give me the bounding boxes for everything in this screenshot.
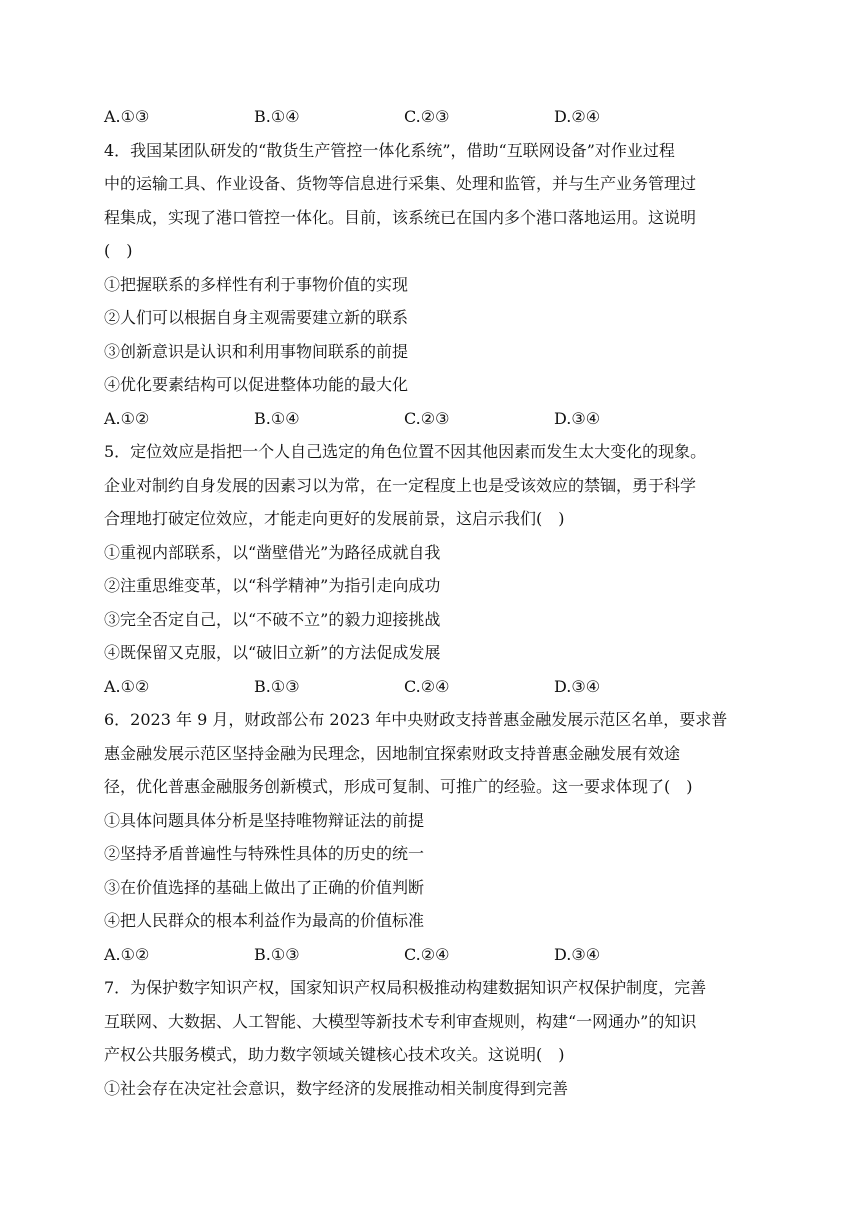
question-7 <box>104 971 754 1105</box>
q5-item: ④既保留又克服，以“破旧立新”的方法促成发展 <box>104 643 441 662</box>
q5-option-a: A.①② <box>104 676 150 696</box>
q7-item: ①社会存在决定社会意识，数字经济的发展推动相关制度得到完善 <box>104 1078 569 1098</box>
q6-item: ④把人民群众的根本利益作为最高的价值标准 <box>104 911 425 930</box>
q5-stem-line: 5．定位效应是指把一个人自己选定的角色位置不因其他因素而发生太大变化的现象。 <box>104 442 707 461</box>
q4-stem-line: 中的运输工具、作业设备、货物等信息进行采集、处理和监管，并与生产业务管理过 <box>104 174 697 193</box>
q6-item: ②坚持矛盾普遍性与特殊性具体的历史的统一 <box>104 844 425 863</box>
q4-option-b: B.①④ <box>254 408 300 428</box>
q6-option-d: D.③④ <box>554 944 601 964</box>
q7-stem-line: 互联网、大数据、人工智能、大模型等新技术专利审查规则，构建“一网通办”的知识 <box>104 1011 697 1031</box>
question-5 <box>104 435 754 703</box>
q6-option-b: B.①③ <box>254 944 300 964</box>
exam-page <box>104 100 754 1105</box>
q4-item: ①把握联系的多样性有利于事物价值的实现 <box>104 274 409 294</box>
q6-stem-line: 径，优化普惠金融服务创新模式，形成可复制、可推广的经验。这一要求体现了( ) <box>104 777 693 796</box>
q7-stem-line: 产权公共服务模式，助力数字领域关键核心技术攻关。这说明( ) <box>104 1045 565 1064</box>
q4-stem-line: 4．我国某团队研发的“散货生产管控一体化系统”，借助“互联网设备”对作业过程 <box>104 140 675 160</box>
q6-item: ①具体问题具体分析是坚持唯物辩证法的前提 <box>104 810 425 830</box>
q6-option-c: C.②④ <box>404 944 450 964</box>
q5-item: ③完全否定自己，以“不破不立”的毅力迎接挑战 <box>104 609 441 629</box>
q3-options <box>104 100 754 134</box>
q5-options <box>104 670 754 704</box>
q6-options <box>104 938 754 972</box>
q5-option-b: B.①③ <box>254 676 300 696</box>
q4-stem-line: ( ) <box>104 241 133 260</box>
q4-option-a: A.①② <box>104 408 150 428</box>
q3-option-a: A.①③ <box>104 107 150 126</box>
q3-option-c: C.②③ <box>404 107 450 126</box>
question-6 <box>104 703 754 971</box>
q5-item: ①重视内部联系，以“凿壁借光”为路径成就自我 <box>104 542 441 562</box>
q4-option-d: D.③④ <box>554 408 601 428</box>
q5-stem-line: 合理地打破定位效应，才能走向更好的发展前景，这启示我们( ) <box>104 509 565 528</box>
q4-item: ③创新意识是认识和利用事物间联系的前提 <box>104 341 409 361</box>
q6-option-a: A.①② <box>104 944 150 964</box>
q5-option-c: C.②④ <box>404 676 450 696</box>
q4-option-c: C.②③ <box>404 408 450 428</box>
q3-option-b: B.①④ <box>254 107 300 126</box>
q5-stem-line: 企业对制约自身发展的因素习以为常，在一定程度上也是受该效应的禁锢，勇于科学 <box>104 475 697 495</box>
q4-item: ④优化要素结构可以促进整体功能的最大化 <box>104 375 409 394</box>
q6-stem-line: 6．2023 年 9 月，财政部公布 2023 年中央财政支持普惠金融发展示范区名单，要求普 <box>104 710 728 729</box>
q6-item: ③在价值选择的基础上做出了正确的价值判断 <box>104 877 425 897</box>
q5-item: ②注重思维变革，以“科学精神”为指引走向成功 <box>104 576 441 595</box>
question-4 <box>104 134 754 436</box>
q4-item: ②人们可以根据自身主观需要建立新的联系 <box>104 308 409 327</box>
q6-stem-line: 惠金融发展示范区坚持金融为民理念，因地制宜探索财政支持普惠金融发展有效途 <box>104 743 681 763</box>
q4-stem-line: 程集成，实现了港口管控一体化。目前，该系统已在国内多个港口落地运用。这说明 <box>104 207 697 227</box>
q7-stem-line: 7．为保护数字知识产权，国家知识产权局积极推动构建数据知识产权保护制度，完善 <box>104 978 707 997</box>
q4-options <box>104 402 754 436</box>
q5-option-d: D.③④ <box>554 676 601 696</box>
q3-option-d: D.②④ <box>554 107 601 126</box>
